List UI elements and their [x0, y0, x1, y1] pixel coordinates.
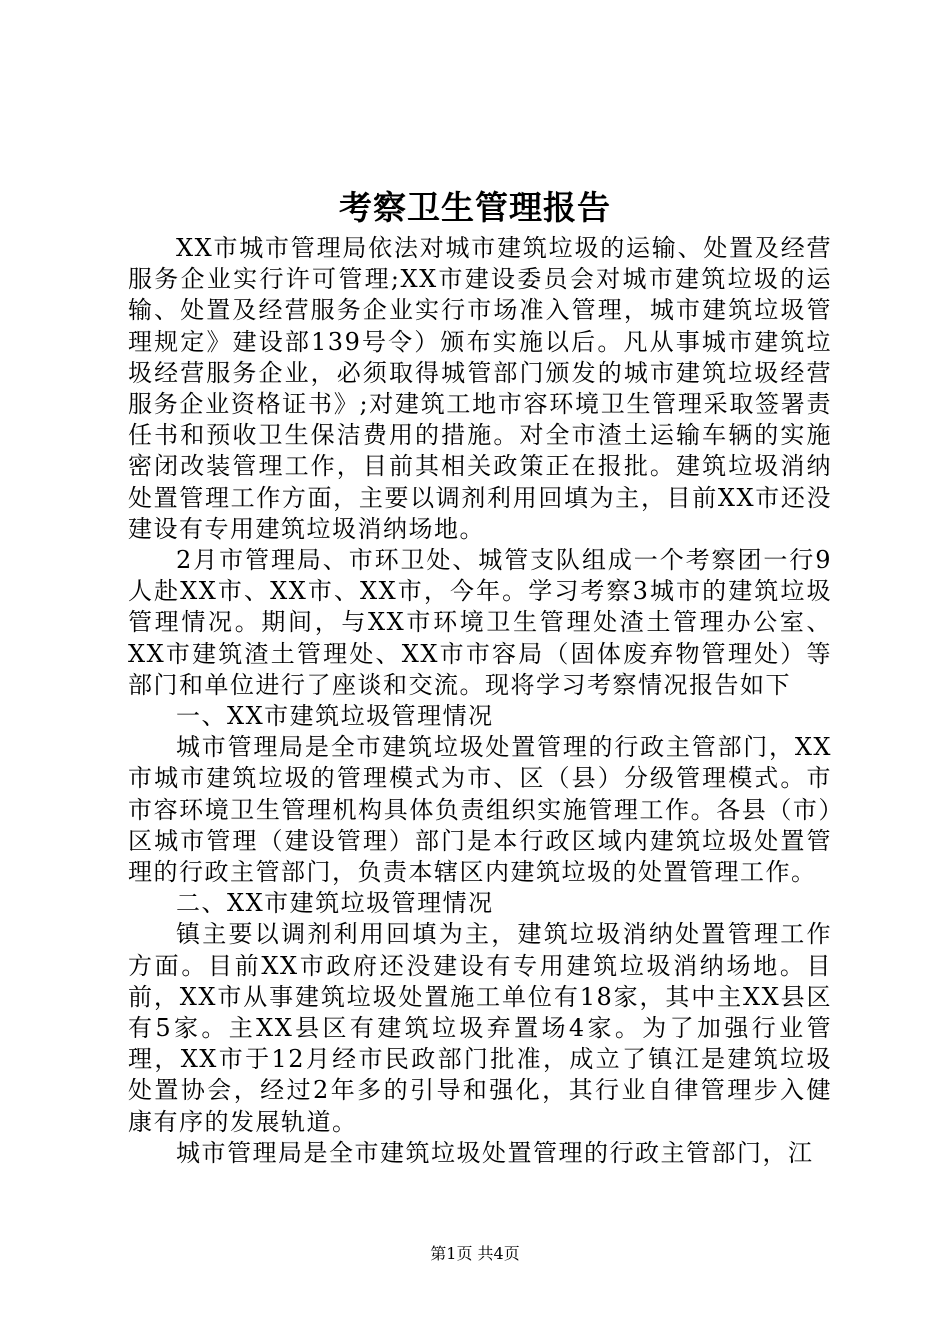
page-footer: 第1页 共4页 [430, 1244, 520, 1263]
document-body [128, 233, 832, 1169]
document-title: 考察卫生管理报告 [339, 188, 611, 227]
section-heading-1: 一、XX市建筑垃圾管理情况 [176, 702, 494, 731]
paragraph-intro: XX市城市管理局依法对城市建筑垃圾的运输、处置及经营服务企业实行许可管理;XX市建设委员会对城市建筑垃圾的运输、处置及经营服务企业实行市场准入管理，城市建筑垃圾管理规定》建设部139号令）颁布实施以后。凡从事城市建筑垃圾经营服务企业，必须取得城管部门颁发的城市建筑垃圾经营服务企业资格证书》;对建筑工地市容环境卫生管理采取签署责任书和预收卫生保洁费用的措施。对全市渣土运输车辆的实施密闭改装管理工作，目前其相关政策正在报批。建筑垃圾消纳处置管理工作方面，主要以调剂利用回填为主，目前XX市还没建设有专用建筑垃圾消纳场地。 [128, 234, 832, 543]
section-heading-2: 二、XX市建筑垃圾管理情况 [176, 889, 494, 918]
paragraph-section-2: 镇主要以调剂利用回填为主，建筑垃圾消纳处置管理工作方面。目前XX市政府还没建设有专用建筑垃圾消纳场地。目前，XX市从事建筑垃圾处置施工单位有18家，其中主XX县区有5家。主XX县区有建筑垃圾弃置场4家。为了加强行业管理，XX市于12月经市民政部门批准，成立了镇江是建筑垃圾处置协会，经过2年多的引导和强化，其行业自律管理步入健康有序的发展轨道。 [128, 920, 832, 1136]
paragraph-continued: 城市管理局是全市建筑垃圾处置管理的行政主管部门，江 [176, 1138, 814, 1167]
paragraph-inspection: 2月市管理局、市环卫处、城管支队组成一个考察团一行9人赴XX市、XX市、XX市，今年。学习考察3城市的建筑垃圾管理情况。期间，与XX市环境卫生管理处渣土管理办公室、XX市建筑渣土管理处、XX市市容局（固体废弃物管理处）等部门和单位进行了座谈和交流。现将学习考察情况报告如下 [128, 546, 832, 699]
paragraph-section-1: 城市管理局是全市建筑垃圾处置管理的行政主管部门，XX市城市建筑垃圾的管理模式为市、区（县）分级管理模式。市市容环境卫生管理机构具体负责组织实施管理工作。各县（市）区城市管理（建设管理）部门是本行政区域内建筑垃圾处置管理的行政主管部门，负责本辖区内建筑垃圾的处置管理工作。 [128, 733, 832, 887]
